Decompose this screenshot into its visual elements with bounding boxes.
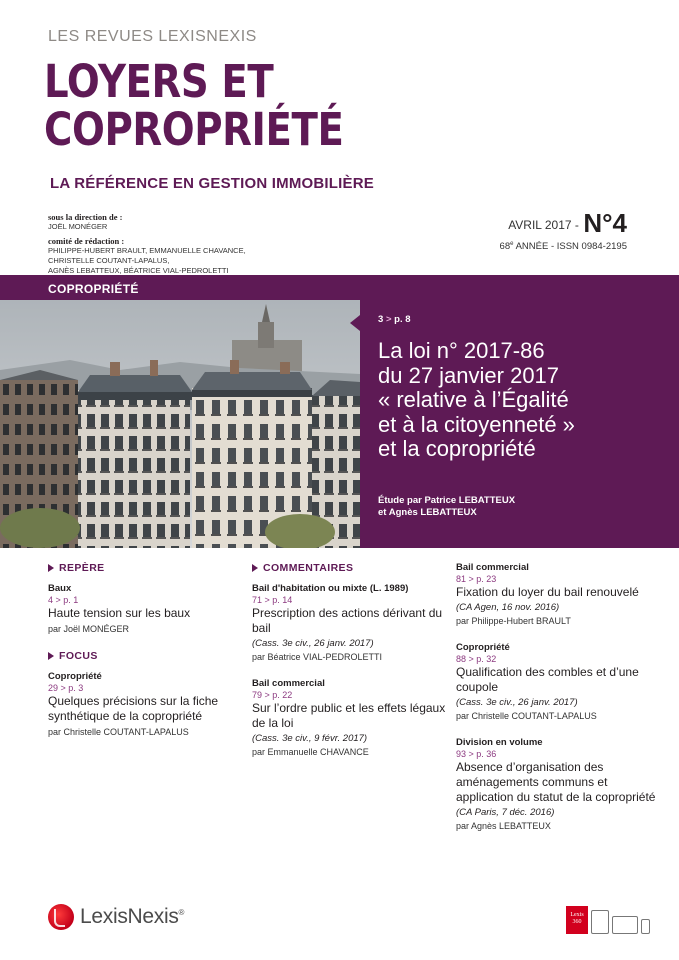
- subtitle: LA RÉFÉRENCE EN GESTION IMMOBILIÈRE: [50, 175, 374, 192]
- committee-label: comité de rédaction :: [48, 236, 125, 246]
- triangle-bullet-icon: [48, 564, 54, 572]
- committee-line-2: CHRISTELLE COUTANT-LAPALUS,: [48, 256, 170, 265]
- feature-byline: Étude par Patrice LEBATTEUX et Agnès LEBATTEUX: [378, 495, 516, 518]
- monitor-icon: [612, 916, 638, 934]
- issue-info: [500, 208, 627, 252]
- direction-label: sous la direction de :: [48, 212, 123, 222]
- feature-headline[interactable]: La loi n° 2017-86 du 27 janvier 2017 « relative à l’Égalité et à la citoyenneté » et la copropriété: [378, 338, 575, 461]
- feature-page-ref: 3 > p. 8: [378, 314, 411, 325]
- article-item[interactable]: Baux 4 > p. 1 Haute tension sur les baux par Joël MONÉGER: [48, 583, 191, 634]
- issue-year-issn: 68e ANNÉE - ISSN 0984-2195: [499, 241, 627, 253]
- article-item[interactable]: Bail commercial 81 > p. 23 Fixation du loyer du bail renouvelé (CA Agen, 16 nov. 2016) par Philippe-Hubert BRAULT: [456, 562, 639, 626]
- feature-panel: [360, 275, 679, 548]
- lexisnexis-logo-icon: [48, 904, 74, 930]
- column-right: [456, 562, 656, 847]
- title-line-2: COPROPRIÉTÉ: [44, 103, 344, 156]
- title-line-1: LOYERS ET: [44, 55, 274, 108]
- column-repere-focus: [48, 562, 248, 753]
- tablet-icon: [591, 910, 609, 934]
- committee-line-1: PHILIPPE-HUBERT BRAULT, EMMANUELLE CHAVANCE,: [48, 246, 246, 255]
- committee-line-3: AGNÈS LEBATTEUX, BÉATRICE VIAL-PEDROLETTI: [48, 266, 229, 275]
- device-badges: [566, 906, 650, 934]
- article-item[interactable]: Bail commercial 79 > p. 22 Sur l’ordre public et les effets légaux de la loi (Cass. 3e civ., 9 févr. 2017) par Emmanuelle CHAVANCE: [252, 678, 446, 757]
- phone-icon: [641, 919, 650, 934]
- feature-notch: [350, 315, 360, 331]
- section-heading-commentaires: COMMENTAIRES: [252, 562, 452, 574]
- issue-date: AVRIL 2017 -: [508, 218, 579, 232]
- lexisnexis-logo: LexisNexis®: [48, 904, 184, 930]
- article-item[interactable]: Copropriété 88 > p. 32 Qualification des combles et d’une coupole (Cass. 3e civ., 26 janv. 2017) par Christelle COUTANT-LAPALUS: [456, 642, 639, 721]
- triangle-bullet-icon: [48, 652, 54, 660]
- column-commentaires: [252, 562, 452, 773]
- section-heading-repere: REPÈRE: [48, 562, 248, 574]
- article-item[interactable]: Division en volume 93 > p. 36 Absence d’organisation des aménagements communs et application du statut de la copropriété (CA Paris, 7 déc. 2016) par Agnès LEBATTEUX: [456, 737, 656, 831]
- article-item[interactable]: Copropriété 29 > p. 3 Quelques précisions sur la fiche synthétique de la copropriété par Christelle COUTANT-LAPALUS: [48, 671, 219, 737]
- publisher-line: LES REVUES LEXISNEXIS: [48, 28, 257, 45]
- issue-number: N°4: [583, 208, 627, 238]
- section-tab: [0, 278, 360, 300]
- page-title: [44, 55, 344, 156]
- masthead-credits: [48, 212, 246, 276]
- triangle-bullet-icon: [252, 564, 258, 572]
- article-item[interactable]: Bail d'habitation ou mixte (L. 1989) 71 > p. 14 Prescription des actions dérivant du bail (Cass. 3e civ., 26 janv. 2017) par Béatrice VIAL-PEDROLETTI: [252, 583, 443, 662]
- direction-names: JOËL MONÉGER: [48, 222, 108, 231]
- section-heading-focus: FOCUS: [48, 650, 248, 662]
- lexis360-badge-icon: Lexis 360: [566, 906, 588, 934]
- cover-photo-paris-buildings: [0, 300, 360, 548]
- section-label: COPROPRIÉTÉ: [48, 282, 139, 296]
